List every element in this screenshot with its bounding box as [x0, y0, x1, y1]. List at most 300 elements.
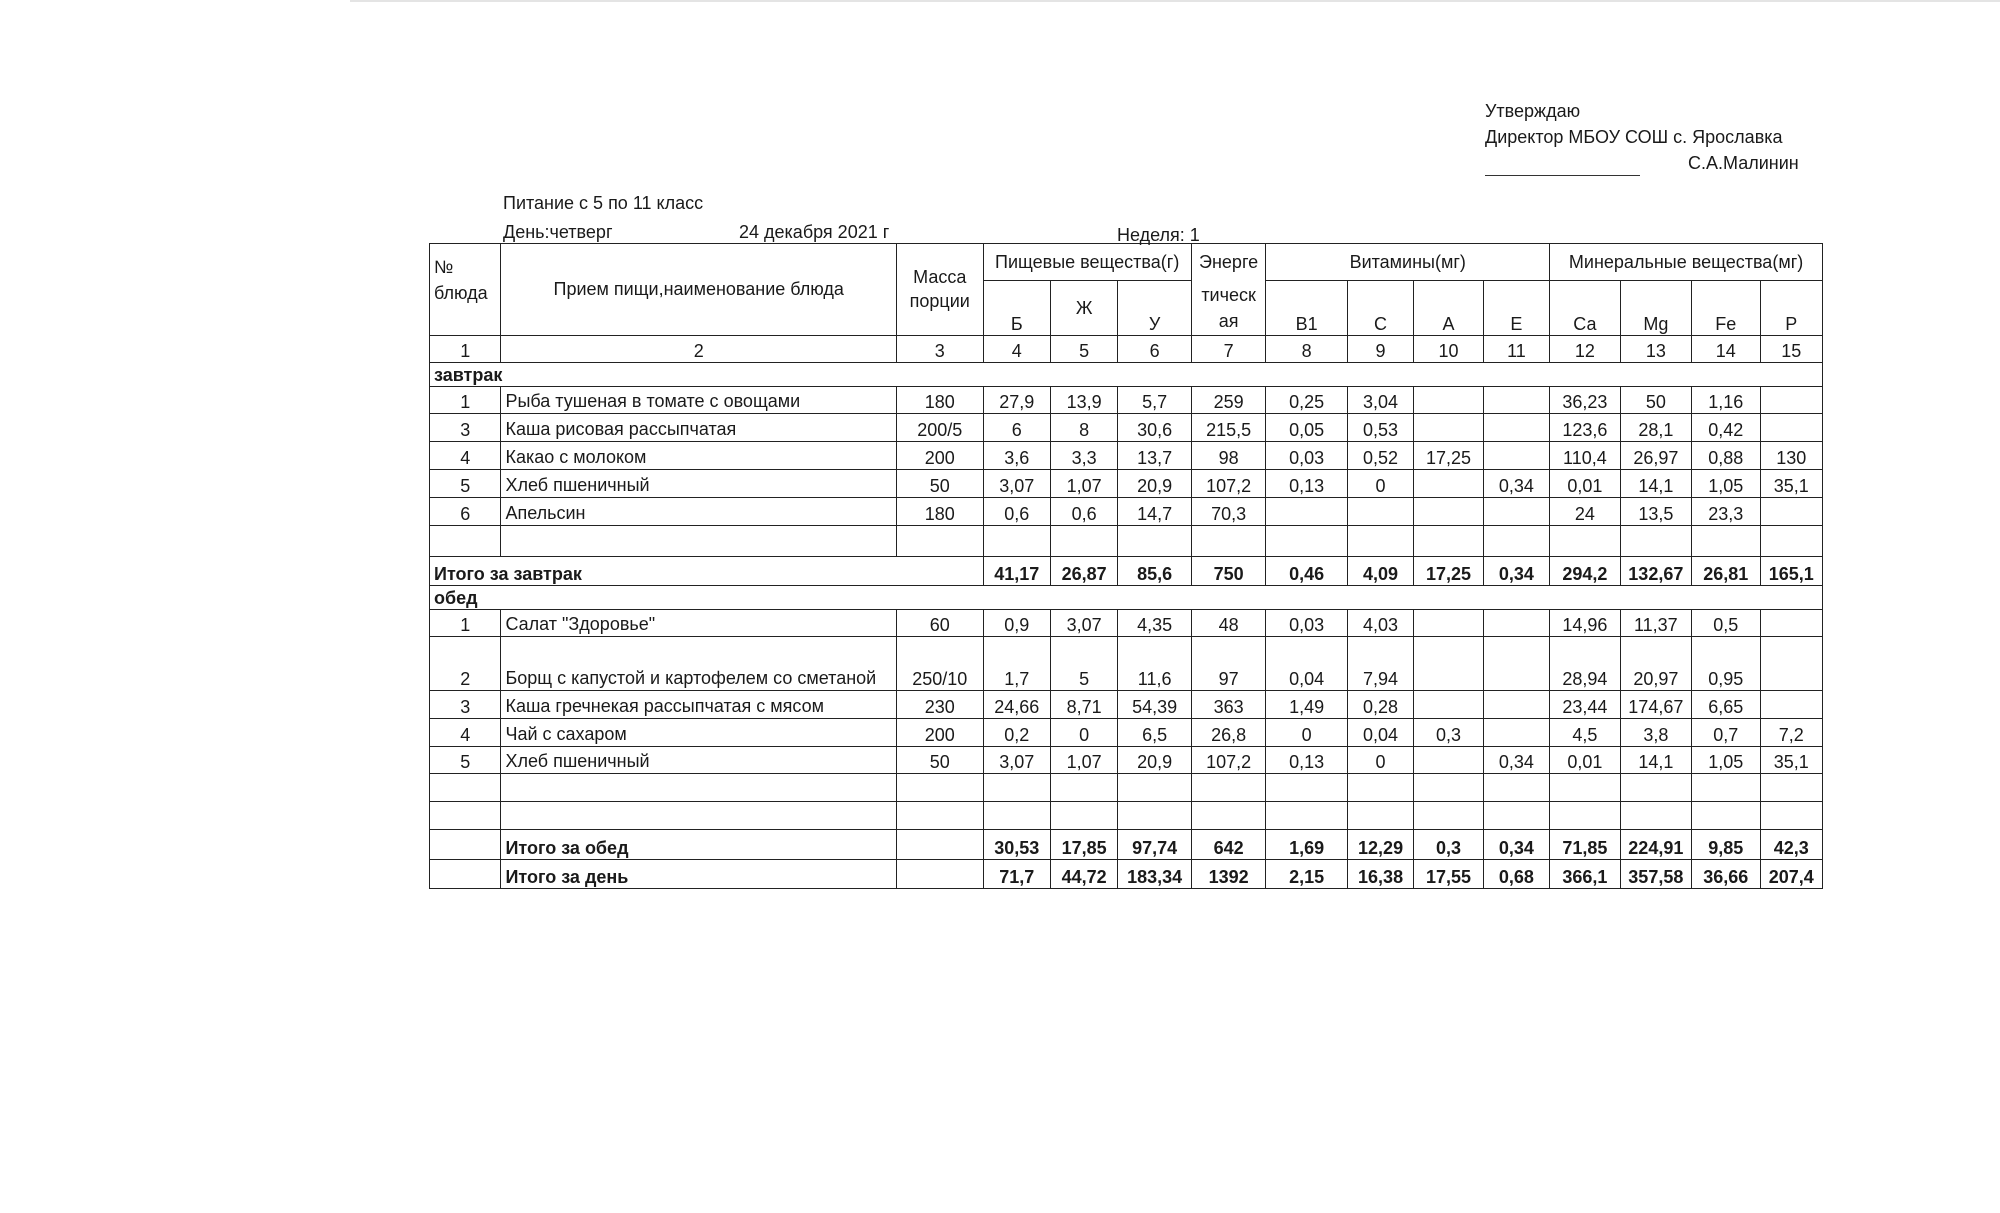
total-row-lunch: [430, 830, 1823, 860]
cell-energy: 48: [1191, 610, 1265, 637]
cell-fat: 3,3: [1050, 442, 1117, 470]
header-row: [430, 244, 1823, 281]
cell-vit-c: [1347, 525, 1413, 556]
total-mg: 132,67: [1620, 556, 1691, 585]
cell-vit-b1: 0,13: [1266, 469, 1348, 497]
cell-protein: [983, 774, 1050, 802]
approval-signature-row: [1485, 150, 1799, 176]
cell-mg: 28,1: [1620, 414, 1691, 442]
total-carbs: 97,74: [1118, 830, 1191, 860]
cell-vit-c: 4,03: [1347, 610, 1413, 637]
cell-p: 130: [1760, 442, 1823, 470]
cell-carbs: [1118, 525, 1191, 556]
cell-protein: 0,6: [983, 497, 1050, 525]
cell-vit-c: [1347, 497, 1413, 525]
cell-dish-number: 1: [430, 387, 501, 414]
cell-fe: [1692, 774, 1760, 802]
total-row-day: [430, 860, 1823, 889]
cell-vit-b1: 0,03: [1266, 442, 1348, 470]
cell-vit-e: [1483, 610, 1549, 637]
total-vit-a: 17,25: [1414, 556, 1483, 585]
cell-vit-e: 0,34: [1483, 746, 1549, 774]
cell-fe: 1,16: [1692, 387, 1760, 414]
cell-fat: 8: [1050, 414, 1117, 442]
cell-vit-a: [1414, 387, 1483, 414]
total-label-day: Итого за день: [501, 860, 897, 889]
menu-week: Неделя: 1: [1117, 225, 1200, 245]
column-index-4: 4: [983, 335, 1050, 362]
cell-vit-a: [1414, 497, 1483, 525]
table-row: [430, 802, 1823, 830]
cell-vit-e: [1483, 718, 1549, 746]
column-index-8: 8: [1266, 335, 1348, 362]
cell-mg: 174,67: [1620, 690, 1691, 718]
cell-fe: 0,42: [1692, 414, 1760, 442]
total-protein: 30,53: [983, 830, 1050, 860]
approval-title: Утверждаю: [1485, 101, 1581, 121]
cell-carbs: 20,9: [1118, 746, 1191, 774]
total-protein: 71,7: [983, 860, 1050, 889]
col-carbs: У: [1118, 281, 1191, 336]
cell-fat: 1,07: [1050, 469, 1117, 497]
cell-portion: 200: [896, 718, 983, 746]
cell-portion: [896, 802, 983, 830]
cell-dish-number: 4: [430, 442, 501, 470]
cell-energy: 97: [1191, 637, 1265, 691]
cell-dish-number: 5: [430, 746, 501, 774]
cell-vit-b1: 0,13: [1266, 746, 1348, 774]
cell-portion: [896, 774, 983, 802]
col-vit-c: С: [1347, 281, 1413, 336]
total-protein: 41,17: [983, 556, 1050, 585]
total-spacer: [430, 860, 501, 889]
cell-portion: 60: [896, 610, 983, 637]
cell-dish-name: Борщ с капустой и картофелем со сметаной: [501, 637, 897, 691]
cell-dish-name: [501, 774, 897, 802]
cell-vit-e: [1483, 497, 1549, 525]
cell-fe: 0,95: [1692, 637, 1760, 691]
total-fe: 36,66: [1692, 860, 1760, 889]
column-index-2: 2: [501, 335, 897, 362]
cell-energy: 107,2: [1191, 469, 1265, 497]
table-row: [430, 497, 1823, 525]
cell-fe: 1,05: [1692, 746, 1760, 774]
table-row: [430, 387, 1823, 414]
cell-vit-e: [1483, 774, 1549, 802]
total-ca: 366,1: [1550, 860, 1620, 889]
cell-vit-c: 0,52: [1347, 442, 1413, 470]
cell-p: [1760, 690, 1823, 718]
header-energy-1: Энерге: [1191, 244, 1265, 281]
cell-fe: [1692, 525, 1760, 556]
cell-vit-b1: [1266, 774, 1348, 802]
total-p: 207,4: [1760, 860, 1823, 889]
table-row: [430, 637, 1823, 691]
column-index-6: 6: [1118, 335, 1191, 362]
cell-protein: 0,2: [983, 718, 1050, 746]
cell-vit-c: 0: [1347, 746, 1413, 774]
cell-vit-a: [1414, 414, 1483, 442]
cell-fat: 8,71: [1050, 690, 1117, 718]
header-energy-line2: тическ: [1201, 284, 1256, 305]
cell-mg: [1620, 802, 1691, 830]
column-index-row: [430, 335, 1823, 362]
cell-p: [1760, 637, 1823, 691]
cell-protein: 6: [983, 414, 1050, 442]
cell-energy: 363: [1191, 690, 1265, 718]
cell-dish-number: 1: [430, 610, 501, 637]
col-vit-b1: В1: [1266, 281, 1348, 336]
col-fe: Fe: [1692, 281, 1760, 336]
total-ca: 71,85: [1550, 830, 1620, 860]
cell-vit-a: [1414, 637, 1483, 691]
header-energy-2: [1191, 281, 1265, 336]
cell-vit-a: [1414, 746, 1483, 774]
total-label-breakfast: Итого за завтрак: [430, 556, 984, 585]
cell-dish-name: Какао с молоком: [501, 442, 897, 470]
cell-protein: [983, 525, 1050, 556]
cell-dish-name: Хлеб пшеничный: [501, 746, 897, 774]
cell-portion: 50: [896, 746, 983, 774]
cell-energy: 107,2: [1191, 746, 1265, 774]
cell-carbs: [1118, 802, 1191, 830]
cell-p: [1760, 414, 1823, 442]
cell-ca: 36,23: [1550, 387, 1620, 414]
cell-carbs: 20,9: [1118, 469, 1191, 497]
cell-p: 35,1: [1760, 469, 1823, 497]
total-vit-b1: 1,69: [1266, 830, 1348, 860]
total-ca: 294,2: [1550, 556, 1620, 585]
table-row: [430, 414, 1823, 442]
total-energy: 642: [1191, 830, 1265, 860]
cell-ca: 14,96: [1550, 610, 1620, 637]
col-ca: Са: [1550, 281, 1620, 336]
total-vit-e: 0,68: [1483, 860, 1549, 889]
table-row: [430, 610, 1823, 637]
total-fat: 26,87: [1050, 556, 1117, 585]
cell-p: [1760, 610, 1823, 637]
table-row: [430, 746, 1823, 774]
cell-ca: 110,4: [1550, 442, 1620, 470]
total-vit-e: 0,34: [1483, 556, 1549, 585]
cell-dish-name: Чай с сахаром: [501, 718, 897, 746]
cell-energy: [1191, 774, 1265, 802]
cell-fe: 1,05: [1692, 469, 1760, 497]
cell-mg: 13,5: [1620, 497, 1691, 525]
cell-vit-b1: 1,49: [1266, 690, 1348, 718]
signature-line: [1485, 157, 1640, 176]
column-index-13: 13: [1620, 335, 1691, 362]
cell-ca: [1550, 802, 1620, 830]
cell-protein: 3,6: [983, 442, 1050, 470]
cell-portion: 230: [896, 690, 983, 718]
cell-fe: 6,65: [1692, 690, 1760, 718]
cell-p: 35,1: [1760, 746, 1823, 774]
cell-fat: 3,07: [1050, 610, 1117, 637]
cell-fat: 0: [1050, 718, 1117, 746]
cell-energy: [1191, 802, 1265, 830]
cell-portion: 200: [896, 442, 983, 470]
total-energy: 1392: [1191, 860, 1265, 889]
cell-energy: 215,5: [1191, 414, 1265, 442]
cell-dish-name: Рыба тушеная в томате с овощами: [501, 387, 897, 414]
cell-vit-c: 0,04: [1347, 718, 1413, 746]
cell-ca: [1550, 525, 1620, 556]
cell-protein: 24,66: [983, 690, 1050, 718]
table-row: [430, 690, 1823, 718]
header-minerals: Минеральные вещества(мг): [1550, 244, 1823, 281]
cell-dish-number: [430, 525, 501, 556]
col-vit-a: А: [1414, 281, 1483, 336]
cell-p: 7,2: [1760, 718, 1823, 746]
cell-p: [1760, 497, 1823, 525]
cell-dish-number: [430, 802, 501, 830]
total-label-lunch: Итого за обед: [501, 830, 897, 860]
cell-ca: 0,01: [1550, 469, 1620, 497]
col-vit-e: Е: [1483, 281, 1549, 336]
cell-protein: 27,9: [983, 387, 1050, 414]
cell-dish-name: [501, 525, 897, 556]
cell-vit-b1: 0,03: [1266, 610, 1348, 637]
header-energy-line3: ая: [1218, 310, 1239, 331]
cell-vit-c: 0,53: [1347, 414, 1413, 442]
cell-dish-name: Каша гречнекая рассыпчатая с мясом: [501, 690, 897, 718]
column-index-9: 9: [1347, 335, 1413, 362]
column-index-1: 1: [430, 335, 501, 362]
cell-fe: [1692, 802, 1760, 830]
cell-carbs: 4,35: [1118, 610, 1191, 637]
signature-name: С.А.Малинин: [1688, 153, 1799, 173]
cell-mg: [1620, 525, 1691, 556]
header-dish-name: Прием пищи,наименование блюда: [501, 244, 897, 336]
header-portion-mass: Масса порции: [896, 244, 983, 336]
cell-vit-a: [1414, 525, 1483, 556]
approval-block: [1485, 98, 1799, 176]
cell-protein: 1,7: [983, 637, 1050, 691]
cell-p: [1760, 525, 1823, 556]
cell-vit-b1: 0: [1266, 718, 1348, 746]
cell-portion: 250/10: [896, 637, 983, 691]
cell-vit-c: [1347, 802, 1413, 830]
cell-ca: 24: [1550, 497, 1620, 525]
cell-vit-e: 0,34: [1483, 469, 1549, 497]
cell-portion: [896, 525, 983, 556]
cell-vit-e: [1483, 525, 1549, 556]
cell-protein: 0,9: [983, 610, 1050, 637]
table-row: [430, 525, 1823, 556]
cell-vit-c: 7,94: [1347, 637, 1413, 691]
total-energy: 750: [1191, 556, 1265, 585]
total-fe: 26,81: [1692, 556, 1760, 585]
total-portion: [896, 830, 983, 860]
total-fat: 44,72: [1050, 860, 1117, 889]
total-portion: [896, 860, 983, 889]
cell-carbs: 6,5: [1118, 718, 1191, 746]
cell-ca: 4,5: [1550, 718, 1620, 746]
cell-vit-a: [1414, 469, 1483, 497]
cell-fat: [1050, 802, 1117, 830]
cell-mg: 50: [1620, 387, 1691, 414]
column-index-10: 10: [1414, 335, 1483, 362]
cell-vit-a: [1414, 774, 1483, 802]
cell-portion: 180: [896, 387, 983, 414]
cell-vit-a: 0,3: [1414, 718, 1483, 746]
total-vit-c: 12,29: [1347, 830, 1413, 860]
cell-fat: 1,07: [1050, 746, 1117, 774]
section-label-lunch: обед: [430, 585, 1823, 610]
column-index-3: 3: [896, 335, 983, 362]
cell-p: [1760, 774, 1823, 802]
cell-mg: 14,1: [1620, 469, 1691, 497]
cell-dish-number: 6: [430, 497, 501, 525]
header-dish-number: № блюда: [430, 244, 501, 336]
cell-ca: 28,94: [1550, 637, 1620, 691]
cell-dish-number: [430, 774, 501, 802]
cell-vit-c: 0,28: [1347, 690, 1413, 718]
cell-fe: 23,3: [1692, 497, 1760, 525]
total-p: 165,1: [1760, 556, 1823, 585]
section-row-breakfast: [430, 362, 1823, 387]
total-mg: 357,58: [1620, 860, 1691, 889]
col-fat: Ж: [1050, 281, 1117, 336]
header-vitamins: Витамины(мг): [1266, 244, 1550, 281]
table-row: [430, 718, 1823, 746]
total-vit-b1: 0,46: [1266, 556, 1348, 585]
total-vit-c: 16,38: [1347, 860, 1413, 889]
cell-mg: [1620, 774, 1691, 802]
menu-day: День:четверг: [503, 222, 613, 242]
cell-carbs: 11,6: [1118, 637, 1191, 691]
cell-vit-a: [1414, 610, 1483, 637]
cell-dish-number: 4: [430, 718, 501, 746]
column-index-5: 5: [1050, 335, 1117, 362]
column-index-11: 11: [1483, 335, 1549, 362]
cell-dish-name: Хлеб пшеничный: [501, 469, 897, 497]
cell-dish-name: Апельсин: [501, 497, 897, 525]
cell-fe: 0,5: [1692, 610, 1760, 637]
col-protein: Б: [983, 281, 1050, 336]
cell-vit-b1: 0,04: [1266, 637, 1348, 691]
cell-mg: 11,37: [1620, 610, 1691, 637]
total-row-breakfast: [430, 556, 1823, 585]
cell-vit-e: [1483, 387, 1549, 414]
cell-vit-a: [1414, 690, 1483, 718]
table-row: [430, 774, 1823, 802]
cell-vit-c: 0: [1347, 469, 1413, 497]
total-p: 42,3: [1760, 830, 1823, 860]
cell-energy: 259: [1191, 387, 1265, 414]
approval-position: Директор МБОУ СОШ с. Ярославка: [1485, 127, 1783, 147]
cell-dish-number: 5: [430, 469, 501, 497]
table-row: [430, 469, 1823, 497]
cell-mg: 3,8: [1620, 718, 1691, 746]
menu-title: Питание с 5 по 11 класс: [503, 193, 704, 213]
total-vit-b1: 2,15: [1266, 860, 1348, 889]
cell-carbs: [1118, 774, 1191, 802]
total-spacer: [430, 830, 501, 860]
total-vit-c: 4,09: [1347, 556, 1413, 585]
total-carbs: 85,6: [1118, 556, 1191, 585]
column-index-15: 15: [1760, 335, 1823, 362]
cell-energy: 26,8: [1191, 718, 1265, 746]
cell-mg: 20,97: [1620, 637, 1691, 691]
cell-ca: 23,44: [1550, 690, 1620, 718]
col-p: Р: [1760, 281, 1823, 336]
total-vit-a: 0,3: [1414, 830, 1483, 860]
cell-portion: 50: [896, 469, 983, 497]
cell-portion: 200/5: [896, 414, 983, 442]
cell-carbs: 5,7: [1118, 387, 1191, 414]
cell-energy: 70,3: [1191, 497, 1265, 525]
column-index-12: 12: [1550, 335, 1620, 362]
cell-dish-number: 3: [430, 414, 501, 442]
section-label-breakfast: завтрак: [430, 362, 1823, 387]
cell-vit-e: [1483, 442, 1549, 470]
cell-fat: [1050, 774, 1117, 802]
cell-vit-e: [1483, 414, 1549, 442]
cell-dish-number: 2: [430, 637, 501, 691]
cell-vit-b1: 0,05: [1266, 414, 1348, 442]
total-mg: 224,91: [1620, 830, 1691, 860]
cell-carbs: 14,7: [1118, 497, 1191, 525]
cell-mg: 14,1: [1620, 746, 1691, 774]
cell-vit-a: [1414, 802, 1483, 830]
cell-fat: 13,9: [1050, 387, 1117, 414]
section-row-lunch: [430, 585, 1823, 610]
cell-dish-name: Салат "Здоровье": [501, 610, 897, 637]
cell-dish-name: [501, 802, 897, 830]
cell-protein: 3,07: [983, 746, 1050, 774]
cell-fat: [1050, 525, 1117, 556]
cell-portion: 180: [896, 497, 983, 525]
header-nutrients: Пищевые вещества(г): [983, 244, 1191, 281]
column-index-7: 7: [1191, 335, 1265, 362]
cell-ca: 123,6: [1550, 414, 1620, 442]
cell-dish-name: Каша рисовая рассыпчатая: [501, 414, 897, 442]
cell-fat: 0,6: [1050, 497, 1117, 525]
cell-mg: 26,97: [1620, 442, 1691, 470]
cell-vit-b1: 0,25: [1266, 387, 1348, 414]
cell-carbs: 54,39: [1118, 690, 1191, 718]
table-row: [430, 442, 1823, 470]
cell-vit-b1: [1266, 497, 1348, 525]
total-vit-e: 0,34: [1483, 830, 1549, 860]
menu-table: [429, 243, 1823, 889]
total-fe: 9,85: [1692, 830, 1760, 860]
cell-carbs: 30,6: [1118, 414, 1191, 442]
column-index-14: 14: [1692, 335, 1760, 362]
scan-edge: [350, 0, 2000, 2]
cell-fe: 0,7: [1692, 718, 1760, 746]
col-mg: Mg: [1620, 281, 1691, 336]
cell-vit-b1: [1266, 525, 1348, 556]
cell-vit-c: 3,04: [1347, 387, 1413, 414]
cell-vit-a: 17,25: [1414, 442, 1483, 470]
cell-dish-number: 3: [430, 690, 501, 718]
total-fat: 17,85: [1050, 830, 1117, 860]
cell-vit-e: [1483, 802, 1549, 830]
cell-p: [1760, 387, 1823, 414]
cell-fe: 0,88: [1692, 442, 1760, 470]
cell-protein: 3,07: [983, 469, 1050, 497]
cell-ca: 0,01: [1550, 746, 1620, 774]
cell-ca: [1550, 774, 1620, 802]
cell-energy: 98: [1191, 442, 1265, 470]
cell-vit-e: [1483, 690, 1549, 718]
total-carbs: 183,34: [1118, 860, 1191, 889]
cell-vit-c: [1347, 774, 1413, 802]
total-vit-a: 17,55: [1414, 860, 1483, 889]
